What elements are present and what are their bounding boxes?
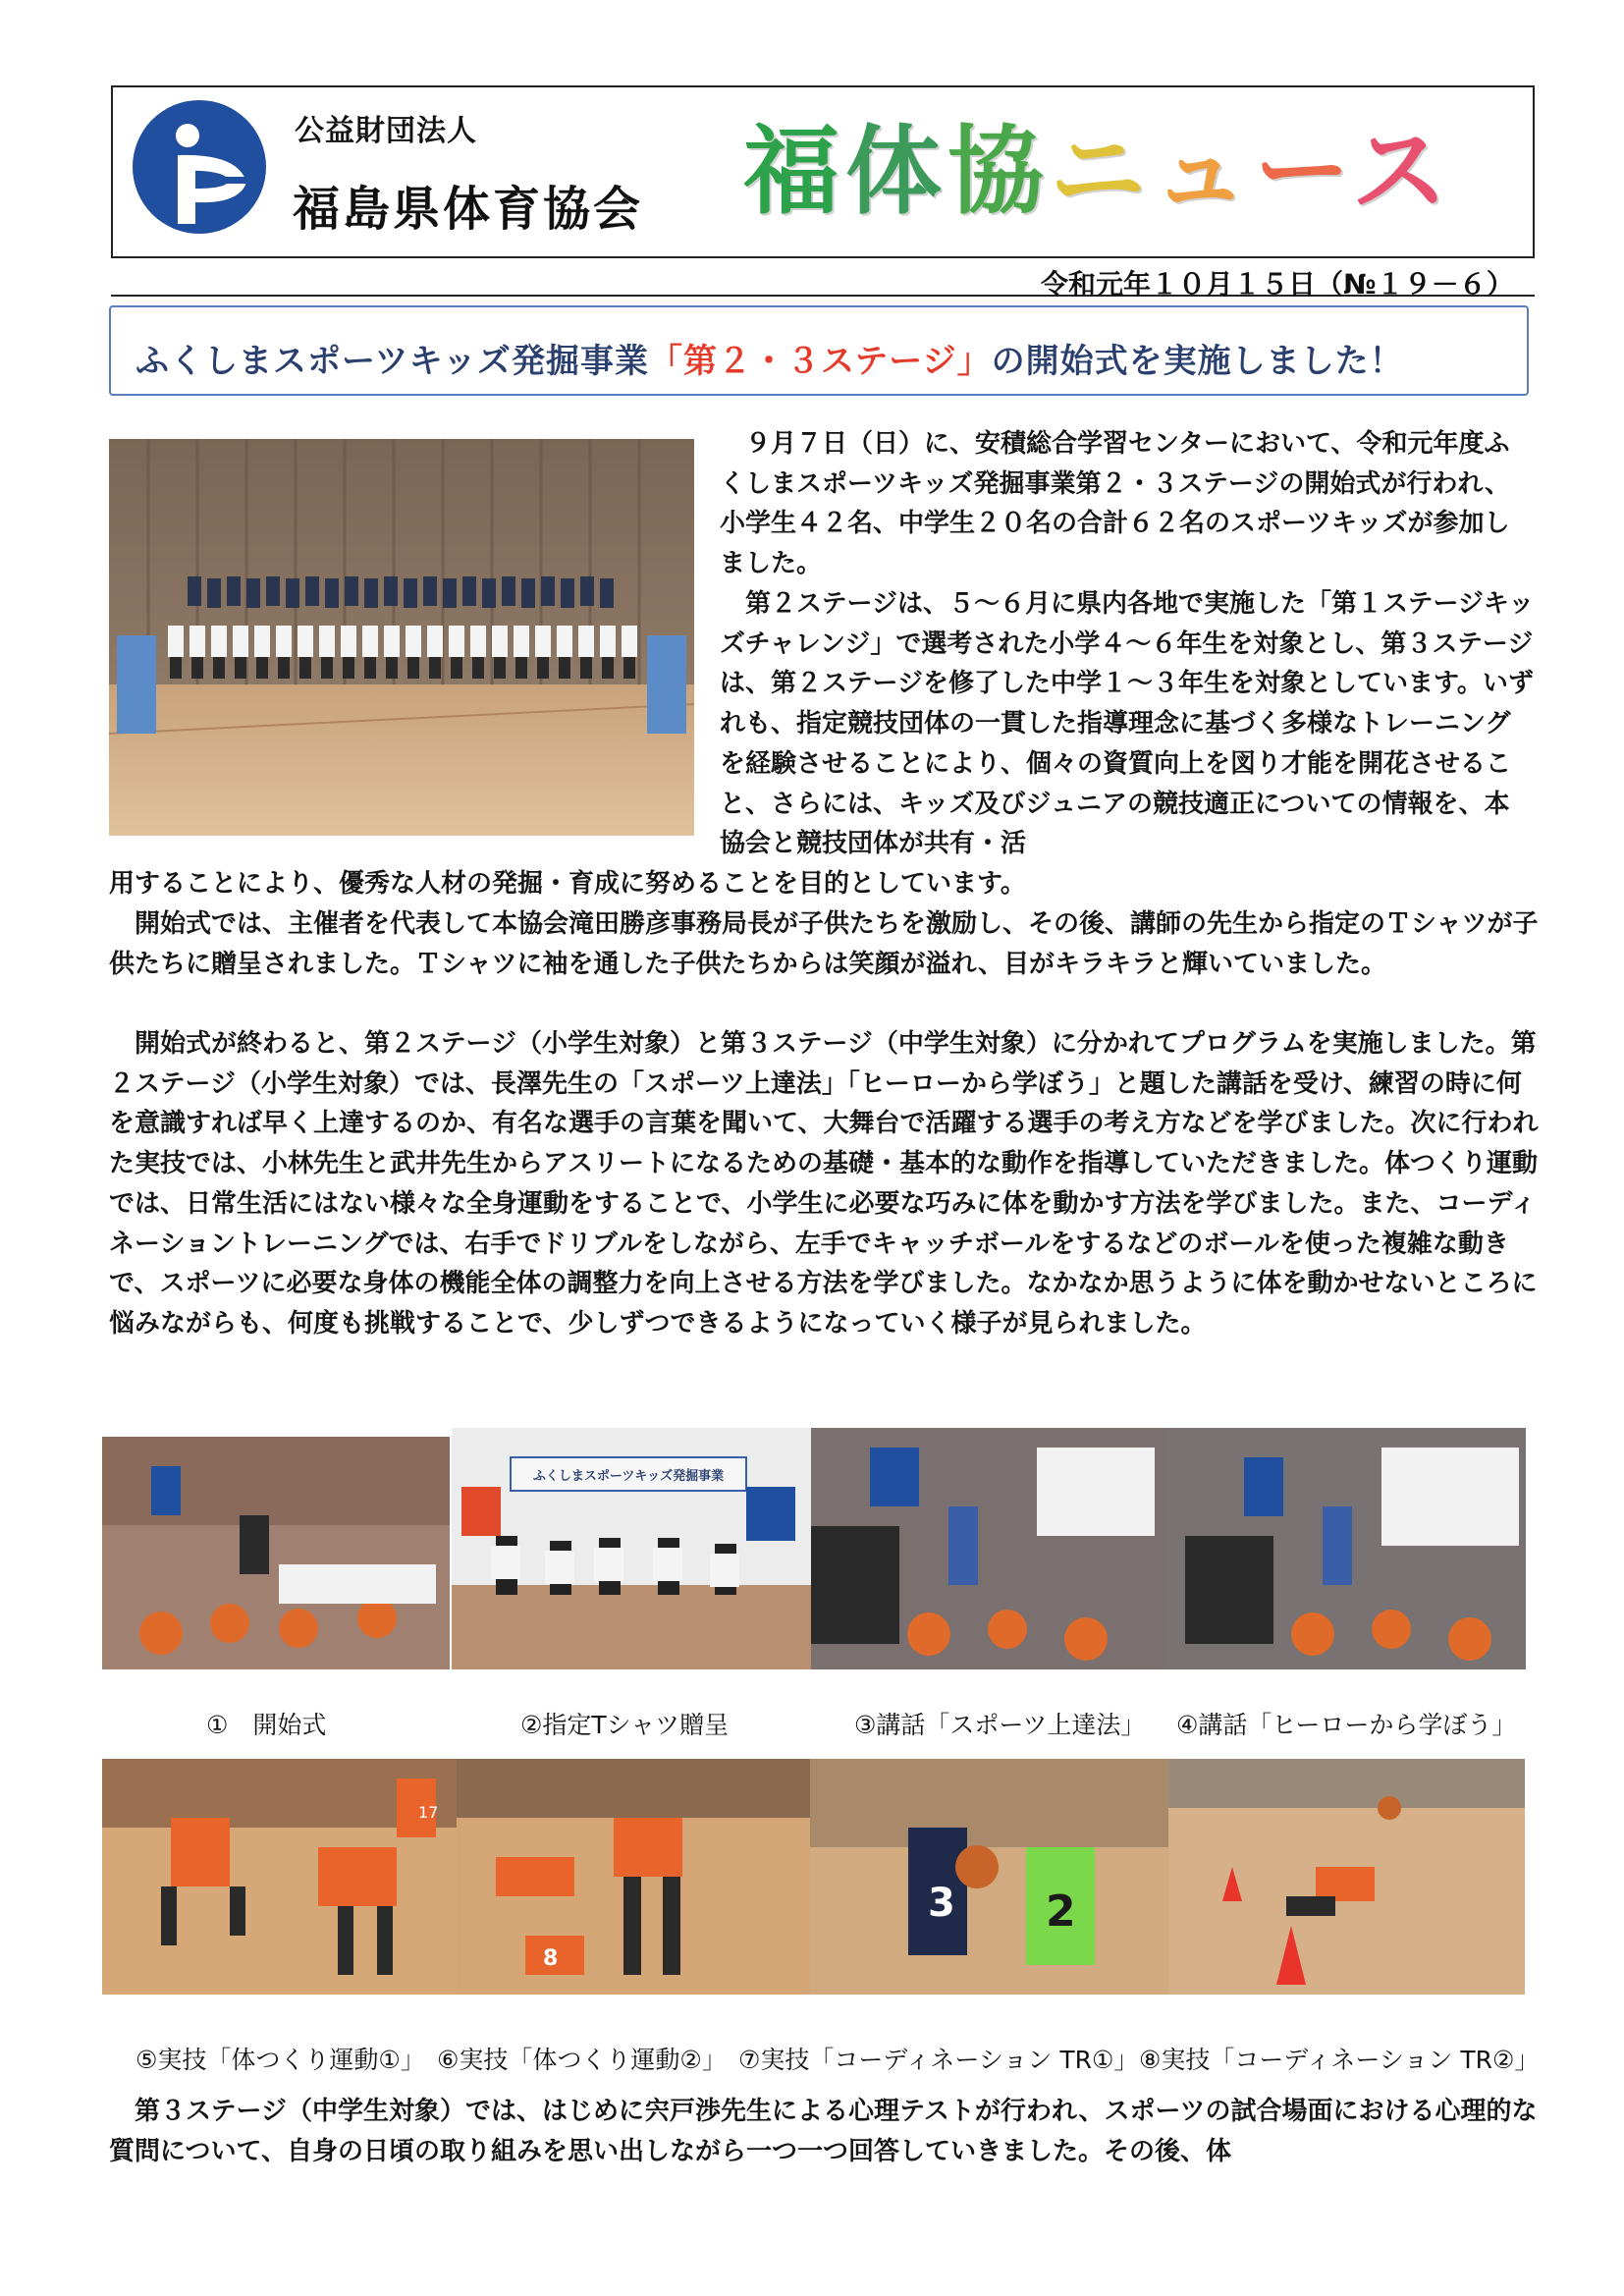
org-type: 公益財団法人 [295,114,477,148]
photo-caption: ④講話「ヒーローから学ぼう」 [1176,1711,1517,1739]
body-paragraph: ９月７日（日）に、安積総合学習センターにおいて、令和元年度ふくしまスポーツキッズ発掘事業第２・３ステージの開始式が行われ、小学生４２名、中学生２０名の合計６２名のスポーツキッズが参加しました。 [720,429,1510,579]
body-paragraph-continued: 用することにより、優秀な人材の発掘・育成に努めることを目的としています。 [109,869,1026,899]
org-name: 福島県体育協会 [293,182,644,237]
photo-caption: ⑦実技「コーディネーション TR①」 [738,2046,1139,2074]
title-char: ス [1351,116,1454,228]
photo-tshirt-presentation [452,1428,811,1669]
title-char: 体 [845,116,948,228]
body-paragraph: 開始式では、主催者を代表して本協会滝田勝彦事務局長が子供たちを激励し、その後、講師の先生から指定のＴシャツが子供たちに贈呈されました。Ｔシャツに袖を通した子供たちからは笑顔が溢れ、目がキラキラと輝いていました。 [109,909,1539,979]
headline-lead: ふくしまスポーツキッズ発掘事業 [135,342,649,381]
photo-lecture-learn-from-heroes [1165,1428,1526,1669]
photo-body-exercise-2 [457,1759,810,1995]
photo-caption: ⑥実技「体つくり運動②」 [437,2046,727,2074]
lecture-learn-from-heroes-illustration [1165,1428,1526,1669]
shirt-number: 8 [543,1946,559,1971]
coordination-training-1-illustration [810,1759,1168,1995]
coordination-training-2-illustration [1168,1759,1525,1995]
photo-caption: ⑤実技「体つくり運動①」 [135,2046,425,2074]
photo-lecture-sports-improvement [811,1428,1165,1669]
body-paragraph: 開始式が終わると、第２ステージ（小学生対象）と第３ステージ（中学生対象）に分かれてプログラムを実施しました。第２ステージ（小学生対象）では、長澤先生の「スポーツ上達法」「ヒーローから学ぼう」と題した講話を受け、練習の時に何を意識すれば早く上達するのか、有名な選手の言葉を聞いて、大舞台で活躍する選手の考え方などを学びました。次に行われた実技では、小林先生と武井先生からアスリートになるための基礎・基本的な動作を指導していただきました。体つくり運動では、日常生活にはない様々な全身運動をすることで、小学生に必要な巧みに体を動かす方法を学びました。また、コーディネーショントレーニングでは、右手でドリブルをしながら、左手でキャッチボールをするなどのボールを使った複雑な動きで、スポーツに必要な身体の機能全体の調整力を向上させる方法を学びました。なかなか思うように体を動かせないところに悩みながらも、何度も挑戦することで、少しずつできるようになっていく様子が見られました。 [109,1029,1539,1339]
photo-coordination-training-2 [1168,1759,1525,1995]
photo-body-exercise-1 [102,1759,457,1995]
shirt-number: 2 [1046,1886,1076,1937]
shirt-number: 17 [418,1803,439,1822]
title-char: 協 [947,116,1051,228]
body-paragraph: 第２ステージは、５～６月に県内各地で実施した「第１ステージキッズチャレンジ」で選考された小学４～６年生を対象とし、第３ステージは、第２ステージを修了した中学１～３年生を対象としています。いずれも、指定競技団体の一貫した指導理念に基づく多様なトレーニングを経験させることにより、個々の資質向上を図り才能を開花させること、さらには、キッズ及びジュニアの競技適正についての情報を、本協会と競技団体が共有・活 [720,589,1535,859]
body-paragraph: 第３ステージ（中学生対象）では、はじめに宍戸渉先生による心理テストが行われ、スポーツの試合場面における心理的な質問について、自身の日頃の取り組みを思い出しながら一つ一つ回答していきました。その後、体 [109,2097,1538,2166]
issue-date: 令和元年１０月１５日（№１９－６） [1041,268,1514,301]
lecture-sports-improvement-illustration [811,1428,1165,1669]
photo-opening-ceremony [102,1437,450,1669]
banner-text: ふくしまスポーツキッズ発掘事業 [532,1469,725,1484]
group-stage-illustration [109,439,694,836]
body-exercise-2-illustration [457,1759,810,1995]
photo-group-stage [109,439,694,836]
shirt-number: 3 [928,1881,955,1926]
org-logo-icon [131,98,268,236]
headline [135,334,1404,382]
opening-ceremony-illustration [102,1437,450,1669]
headline-highlight: 「第２・３ステージ」 [648,342,992,381]
title-char: ニ [1050,116,1153,228]
photo-caption: ⑧実技「コーディネーション TR②」 [1139,2046,1540,2074]
title-char: ュ [1152,116,1255,228]
body-exercise-1-illustration [102,1759,457,1995]
headline-tail: の開始式を実施しました！ [991,342,1404,381]
photo-coordination-training-1 [810,1759,1168,1995]
photo-caption: ②指定Tシャツ贈呈 [520,1711,730,1739]
photo-caption: ③講話「スポーツ上達法」 [854,1711,1146,1739]
title-char: ー [1254,116,1352,228]
tshirt-presentation-illustration [452,1428,811,1669]
photo-caption: ① 開始式 [206,1711,327,1739]
newsletter-title [743,118,1453,226]
title-char: 福 [743,116,846,228]
